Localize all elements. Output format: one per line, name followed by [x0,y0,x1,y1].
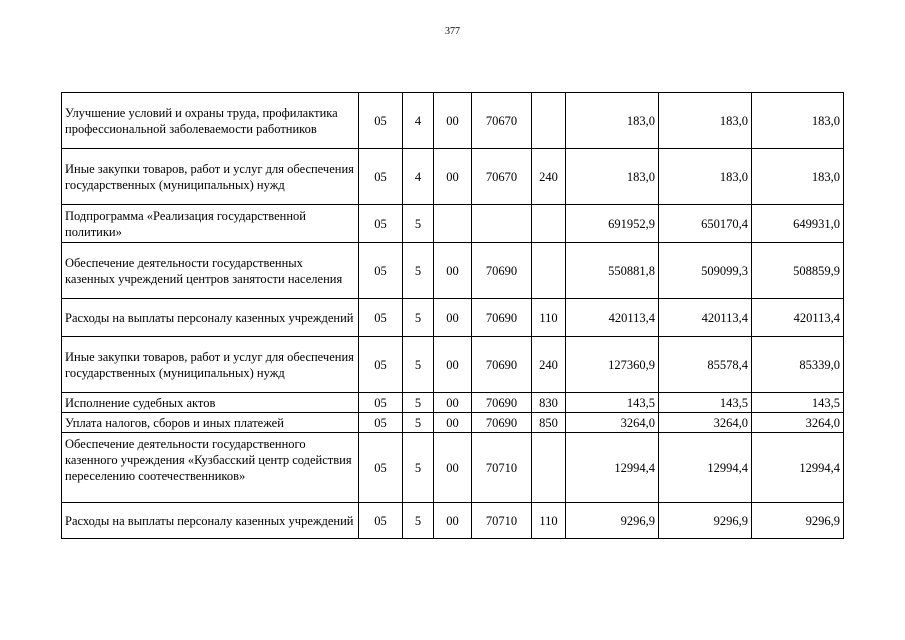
row-name-cell: Уплата налогов, сборов и иных платежей [62,413,359,433]
amount-1-cell: 9296,9 [566,503,659,539]
target-article-cell: 70690 [472,243,532,299]
table-row [62,393,844,413]
program-cell: 00 [434,393,472,413]
section-cell: 05 [359,433,403,503]
subsection-cell: 5 [403,503,434,539]
amount-2-cell: 3264,0 [659,413,752,433]
table-row [62,503,844,539]
program-cell: 00 [434,93,472,149]
section-cell: 05 [359,149,403,205]
subsection-cell: 5 [403,205,434,243]
program-cell: 00 [434,413,472,433]
expense-type-cell: 850 [532,413,566,433]
section-cell: 05 [359,393,403,413]
row-name-cell: Улучшение условий и охраны труда, профилактика профессиональной заболеваемости работников [62,93,359,149]
expense-type-cell: 240 [532,337,566,393]
subsection-cell: 5 [403,243,434,299]
target-article-cell: 70690 [472,299,532,337]
amount-1-cell: 143,5 [566,393,659,413]
table-row [62,149,844,205]
subsection-cell: 5 [403,299,434,337]
table-row [62,93,844,149]
budget-table [61,92,844,539]
amount-1-cell: 420113,4 [566,299,659,337]
table-row [62,243,844,299]
amount-2-cell: 650170,4 [659,205,752,243]
program-cell: 00 [434,503,472,539]
row-name-cell: Расходы на выплаты персоналу казенных учреждений [62,299,359,337]
amount-3-cell: 183,0 [752,93,844,149]
section-cell: 05 [359,93,403,149]
subsection-cell: 5 [403,393,434,413]
target-article-cell [472,205,532,243]
section-cell: 05 [359,205,403,243]
table-row [62,205,844,243]
row-name-cell: Подпрограмма «Реализация государственной политики» [62,205,359,243]
subsection-cell: 5 [403,413,434,433]
subsection-cell: 4 [403,149,434,205]
table-row [62,433,844,503]
program-cell: 00 [434,299,472,337]
row-name-cell: Иные закупки товаров, работ и услуг для обеспечения государственных (муниципальных) нужд [62,149,359,205]
table-row [62,337,844,393]
expense-type-cell [532,433,566,503]
row-name-cell: Иные закупки товаров, работ и услуг для обеспечения государственных (муниципальных) нужд [62,337,359,393]
amount-3-cell: 9296,9 [752,503,844,539]
table-body [62,93,844,539]
amount-1-cell: 12994,4 [566,433,659,503]
row-name-cell: Обеспечение деятельности государственных казенных учреждений центров занятости населения [62,243,359,299]
expense-type-cell: 830 [532,393,566,413]
amount-2-cell: 12994,4 [659,433,752,503]
amount-1-cell: 183,0 [566,93,659,149]
program-cell: 00 [434,433,472,503]
section-cell: 05 [359,413,403,433]
amount-1-cell: 691952,9 [566,205,659,243]
program-cell: 00 [434,243,472,299]
expense-type-cell [532,205,566,243]
subsection-cell: 5 [403,337,434,393]
row-name-cell: Исполнение судебных актов [62,393,359,413]
amount-3-cell: 12994,4 [752,433,844,503]
amount-1-cell: 550881,8 [566,243,659,299]
amount-2-cell: 509099,3 [659,243,752,299]
target-article-cell: 70710 [472,503,532,539]
target-article-cell: 70690 [472,337,532,393]
program-cell: 00 [434,149,472,205]
expense-type-cell [532,243,566,299]
row-name-text: Обеспечение деятельности государственного казенного учреждения «Кузбасский центр содействия переселению соотечественников» [65,437,352,483]
page-number: 377 [445,26,460,37]
amount-3-cell: 649931,0 [752,205,844,243]
amount-2-cell: 420113,4 [659,299,752,337]
program-cell [434,205,472,243]
section-cell: 05 [359,299,403,337]
target-article-cell: 70710 [472,433,532,503]
amount-3-cell: 183,0 [752,149,844,205]
amount-2-cell: 183,0 [659,149,752,205]
expense-type-cell: 110 [532,503,566,539]
section-cell: 05 [359,243,403,299]
section-cell: 05 [359,337,403,393]
table-row [62,413,844,433]
amount-1-cell: 127360,9 [566,337,659,393]
amount-2-cell: 9296,9 [659,503,752,539]
target-article-cell: 70690 [472,413,532,433]
amount-3-cell: 508859,9 [752,243,844,299]
amount-2-cell: 143,5 [659,393,752,413]
target-article-cell: 70690 [472,393,532,413]
section-cell: 05 [359,503,403,539]
row-name-cell [62,433,359,503]
amount-3-cell: 3264,0 [752,413,844,433]
amount-3-cell: 85339,0 [752,337,844,393]
amount-2-cell: 183,0 [659,93,752,149]
target-article-cell: 70670 [472,93,532,149]
expense-type-cell: 110 [532,299,566,337]
subsection-cell: 4 [403,93,434,149]
amount-3-cell: 143,5 [752,393,844,413]
expense-type-cell [532,93,566,149]
amount-2-cell: 85578,4 [659,337,752,393]
table-row [62,299,844,337]
amount-1-cell: 3264,0 [566,413,659,433]
row-name-cell: Расходы на выплаты персоналу казенных учреждений [62,503,359,539]
amount-3-cell: 420113,4 [752,299,844,337]
target-article-cell: 70670 [472,149,532,205]
program-cell: 00 [434,337,472,393]
amount-1-cell: 183,0 [566,149,659,205]
expense-type-cell: 240 [532,149,566,205]
subsection-cell: 5 [403,433,434,503]
